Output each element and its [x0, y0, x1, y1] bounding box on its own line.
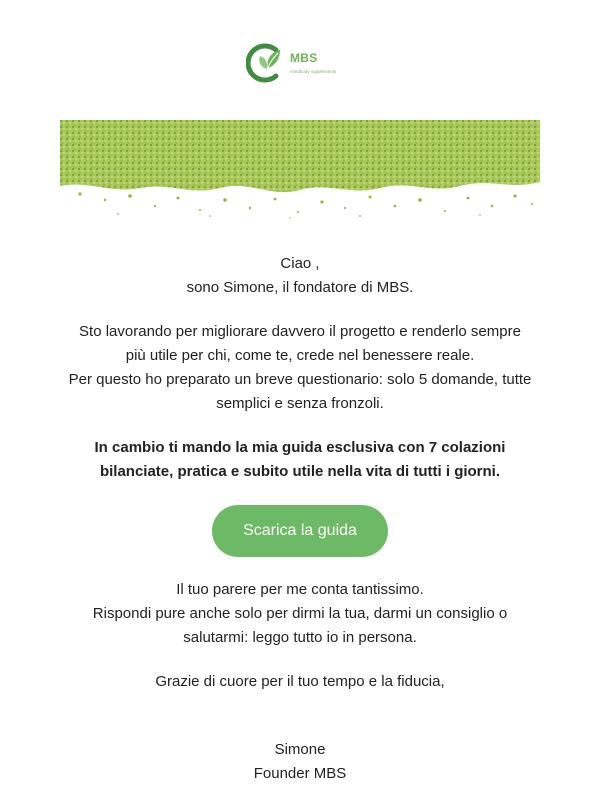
paragraph-line: più utile per chi, come te, crede nel benessere reale.: [125, 347, 475, 364]
logo-tagline: mindbody supplements: [290, 69, 337, 74]
matcha-banner-image: [60, 120, 540, 220]
cta-container: [0, 505, 600, 557]
paragraph-line: Sto lavorando per migliorare davvero il progetto e renderlo sempre: [79, 323, 521, 340]
spacer: [60, 300, 540, 320]
paragraph-line: Per questo ho preparato un breve questionario: solo 5 domande, tutte: [68, 371, 532, 388]
green-powder-image: [60, 120, 540, 220]
feedback-line: Il tuo parere per me conta tantissimo.: [176, 581, 424, 598]
intro-line: sono Simone, il fondatore di MBS.: [186, 279, 414, 296]
paragraph-line: semplici e senza fronzoli.: [216, 395, 384, 412]
signature-title: Founder MBS: [253, 765, 347, 782]
spacer: [60, 416, 540, 436]
feedback-block: [60, 578, 540, 650]
signature-block: [60, 738, 540, 786]
email-body-intro: [60, 252, 540, 484]
signature-name: Simone: [274, 741, 326, 758]
offer-line: bilanciate, pratica e subito utile nella vita di tutti i giorni.: [99, 463, 501, 480]
download-guide-button[interactable]: Scarica la guida: [212, 505, 388, 557]
feedback-line: Rispondi pure anche solo per dirmi la tua, darmi un consiglio o: [92, 605, 508, 622]
logo-name: MBS: [290, 51, 318, 65]
offer-line: In cambio ti mando la mia guida esclusiva con 7 colazioni: [94, 439, 506, 456]
greeting: Ciao ,: [280, 255, 320, 272]
thanks-block: [60, 670, 540, 694]
feedback-line: salutarmi: leggo tutto io in persona.: [183, 629, 417, 646]
mbs-logo: [246, 38, 366, 86]
leaf-c-icon: [246, 38, 290, 86]
thanks-line: Grazie di cuore per il tuo tempo e la fiducia,: [155, 673, 445, 690]
